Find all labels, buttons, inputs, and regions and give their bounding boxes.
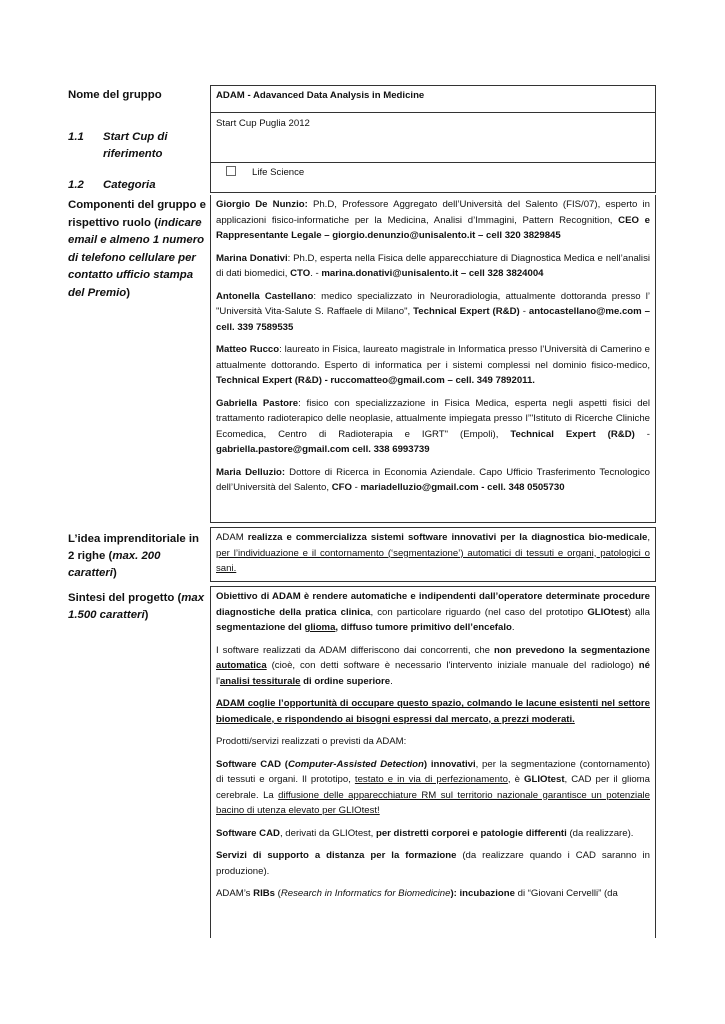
componenti-box <box>210 195 656 523</box>
sintesi-paragraph <box>216 848 650 879</box>
text-span: , derivati da GLIOtest, <box>279 827 376 839</box>
idea-text <box>211 528 655 580</box>
text-span: glioma <box>304 622 336 633</box>
text-span: ) alla <box>627 606 650 618</box>
text-span: di “Giovani Cervelli” (da <box>514 888 618 899</box>
text-span: 1.1 <box>68 131 84 143</box>
text-span: per l’individuazione e il contornamento (‘segmentazione’) automatici di tessuti e organi, patologici o sani. <box>216 547 650 574</box>
text-span: Maria Delluzio: <box>216 466 286 478</box>
text-span: Research in Informatics for Biomedicine <box>280 888 451 899</box>
text-span: Sintesi del progetto ( <box>68 592 182 604</box>
sintesi-paragraph <box>216 696 650 727</box>
text-span: Prodotti/servizi realizzati o previsti da ADAM: <box>216 736 407 747</box>
text-span: Marina Donativi <box>216 252 288 264</box>
sintesi-paragraph <box>216 589 650 636</box>
text-span: max 1.500 caratteri <box>68 592 205 621</box>
text-span: l' <box>216 675 220 687</box>
label-sintesi <box>68 590 208 624</box>
text-span: ) <box>126 286 131 299</box>
text-span: , diffuso tumore primitivo dell’encefalo <box>335 622 512 633</box>
text-span: ( <box>275 888 281 899</box>
sintesi-paragraph <box>216 886 650 902</box>
text-span: L’idea imprenditoriale in 2 righe ( <box>68 533 200 562</box>
member-entry <box>216 342 650 389</box>
text-span: (da realizzare). <box>566 827 634 839</box>
member-entry <box>216 197 650 244</box>
label-categoria <box>68 177 208 194</box>
text-span: Dottore di Ricerca in Economia Aziendale. Capo Ufficio Trasferimento Tecnologico dell’Università del Salento, <box>216 466 651 493</box>
text-span: Technical Expert (R&D) <box>510 428 635 440</box>
text-span: Software CAD ( <box>216 758 288 770</box>
text-span: : laureato in Fisica, laureato magistrale in Informatica presso l’Università di Camerino e attualmente dottorando. Esperto di informatica per i sistemi complessi nel dominio fisico-medico, <box>216 344 650 371</box>
categoria-box <box>210 162 656 193</box>
text-span: - <box>352 482 361 493</box>
text-span: , con particolare riguardo (nel caso del prototipo <box>370 606 588 618</box>
text-span: , per la segmentazione (contornamento) di tessuti e organi. Il prototipo, <box>216 758 651 785</box>
member-entry <box>216 289 650 336</box>
text-span: automatica <box>216 660 267 671</box>
text-span: Technical Expert (R&D) <box>413 306 520 317</box>
sintesi-paragraph <box>216 757 650 819</box>
text-span: Computer-Assisted Detection <box>287 758 424 770</box>
sintesi-text <box>211 587 655 905</box>
text-span: marina.donativi@unisalento.it – cell 328 3824004 <box>321 268 544 279</box>
members-list <box>211 195 655 499</box>
text-span: : medico specializzato in Neuroradiologia, attualmente dottoranda presso l’ "Università Vita-Salute S. Raffaele di Milano", <box>216 290 650 317</box>
text-span: . <box>390 675 393 687</box>
text-span: CFO <box>331 482 352 493</box>
text-span: CTO <box>290 268 311 279</box>
text-span: analisi tessiturale <box>219 675 301 687</box>
text-span: 1.2 <box>68 179 84 191</box>
text-span: : Ph.D, esperta nella Fisica delle apparecchiature di Diagnostica Medica e nell’analisi di dati biomedici, <box>216 252 650 279</box>
label-idea <box>68 531 208 582</box>
text-span: gabriella.pastore@gmail.com cell. 338 6993739 <box>216 444 430 455</box>
text-span: . - <box>310 268 322 279</box>
text-span: CEO e Rappresentante Legale – giorgio.denunzio@unisalento.it – cell 320 3829845 <box>216 214 650 241</box>
start-cup-value: Start Cup Puglia 2012 <box>216 118 310 129</box>
text-span: di ordine superiore <box>300 675 391 687</box>
idea-box <box>210 527 656 582</box>
sintesi-paragraph <box>216 734 650 750</box>
member-entry <box>216 251 650 282</box>
text-span: Componenti del gruppo e rispettivo ruolo ( <box>68 199 206 229</box>
text-span: Gabriella Pastore <box>216 397 299 409</box>
text-span: . <box>511 622 515 633</box>
text-span: testato e in via di perfezionamento <box>354 774 508 785</box>
text-span: , CAD per il glioma cerebrale. La <box>216 774 650 801</box>
text-span: Servizi di supporto a distanza per la formazione <box>216 850 457 861</box>
text-span: Antonella Castellano <box>216 290 314 302</box>
label-componenti <box>68 197 208 302</box>
text-span: , <box>647 532 651 543</box>
text-span: ADAM <box>216 532 248 543</box>
text-span: ) <box>144 609 149 621</box>
text-span: Start Cup di riferimento <box>103 131 168 160</box>
checkbox-icon[interactable] <box>226 166 236 176</box>
text-span: Categoria <box>103 179 156 191</box>
text-span: Software CAD <box>216 827 280 839</box>
text-span: ADAM’s <box>216 888 254 899</box>
text-span: mariadelluzio@gmail.com - cell. 348 0505730 <box>360 482 565 493</box>
text-span: I software realizzati da ADAM differiscono dai concorrenti, che <box>216 644 495 656</box>
text-span: Ph.D, Professore Aggregato dell’Università del Salento (FIS/07), esperto in applicazioni fisico-informatiche per la Medicina, Analisi d’Immagini, Pattern Recognition, <box>216 199 650 226</box>
text-span: : fisico con specializzazione in Fisica Medica, esperta negli aspetti fisici del trattamento radioterapico delle neoplasie, attualmente impiegata presso l’"Istituto di Ricerche Cliniche Ecomedica, Centro di Radioterapia e IGRT" (Empoli), <box>216 397 650 440</box>
member-entry <box>216 465 650 496</box>
text-span: indicare email e almeno 1 numero di telefono cellulare per contatto ufficio stampa del Premio <box>68 216 205 299</box>
label-start-cup <box>68 129 208 163</box>
categoria-value: Life Science <box>252 167 305 178</box>
member-entry <box>216 396 650 458</box>
nome-gruppo-value: ADAM - Adavanced Data Analysis in Medicine <box>216 90 425 101</box>
sintesi-paragraph <box>216 826 650 842</box>
text-span: (da realizzare quando i CAD saranno in produzione). <box>216 850 650 877</box>
text-span: Giorgio De Nunzio: <box>216 199 308 210</box>
text-span: GLIOtest <box>524 774 565 785</box>
text-span: antocastellano@me.com – cell. 339 7589535 <box>216 306 651 333</box>
text-span: ): incubazione <box>450 888 515 899</box>
text-span: realizza e commercializza sistemi software innovativi per la diagnostica bio-medicale <box>247 532 648 543</box>
sintesi-paragraph <box>216 643 650 690</box>
start-cup-box <box>210 112 656 163</box>
text-span: ) <box>112 567 117 579</box>
text-span: (cioè, con detti software è necessario l'intervento iniziale manuale del radiologo) <box>266 660 639 671</box>
text-span: né <box>638 660 650 671</box>
text-span: Matteo Rucco <box>216 344 280 355</box>
label-nome-gruppo <box>68 87 208 104</box>
text-span: , è <box>507 774 524 785</box>
text-span: segmentazione del <box>216 622 305 633</box>
text-span: non prevedono la segmentazione <box>494 644 650 656</box>
sintesi-box <box>210 586 656 938</box>
text-span: per distretti corporei e patologie differenti <box>375 827 567 839</box>
text-span: ADAM coglie l’opportunità di occupare questo spazio, colmando le lacune esistenti nel settore biomedicale, e rispondendo ai bisogni espressi dal mercato, a prezzi moderati. <box>216 698 650 725</box>
text-span: max. 200 caratteri <box>68 550 161 579</box>
text-span: Nome del gruppo <box>68 89 162 101</box>
text-span: ) innovativi <box>423 758 476 770</box>
categoria-row <box>211 163 655 184</box>
text-span: - <box>519 306 529 317</box>
text-span: Technical Expert (R&D) - ruccomatteo@gmail.com – cell. 349 7892011. <box>216 375 535 386</box>
nome-gruppo-box <box>210 85 656 113</box>
text-span: Obiettivo di ADAM è rendere automatiche e indipendenti dall’operatore determinate procedure diagnostiche della pratica clinica <box>216 591 650 618</box>
text-span: RIBs <box>253 888 275 899</box>
text-span: - <box>634 428 650 440</box>
text-span: GLIOtest <box>587 606 628 618</box>
text-span: diffusione delle apparecchiature RM sul territorio nazionale garantisce un potenziale bacino di utenza elevato per GLIOtest! <box>216 789 650 816</box>
